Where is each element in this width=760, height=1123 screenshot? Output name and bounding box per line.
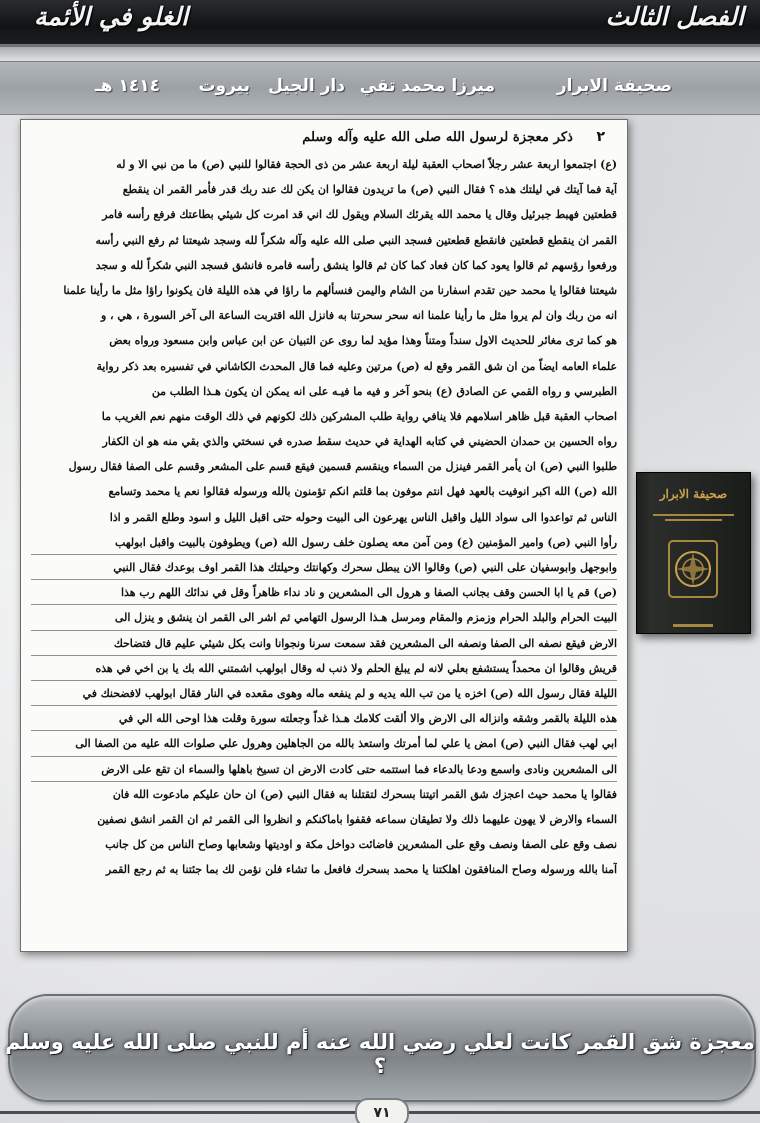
scan-text	[31, 152, 617, 882]
text-line: رأوا النبي (ص) وامير المؤمنين (ع) ومن آمن معه يصلون خلف رسول الله (ص) ويطوفون بالبيت واقبل ابولهب	[31, 530, 617, 555]
text-line: قطعتين فهبط جبرئيل وقال يا محمد الله يقرئك السلام ويقول لك اني قد امرت كل شيئي بطاعتك فرفع رأسه فامر	[102, 208, 617, 222]
text-line: اصحاب العقبة قبل ظاهر اسلامهم فلا ينافي رواية طلب المشركين ذلك لكونهم في ذلك الوقت منهم نعم الغريب ما	[101, 409, 617, 423]
text-line: رواه الحسين بن حمدان الحضيني في كتابه الهداية في حديث سقط صدره في نسختي والذي بقي منه هو ان الكفار	[102, 435, 617, 449]
text-line: ورفعوا رؤسهم ثم قالوا يعود كما كان فعاد كما كان ثم قالوا ينشق رأسه فامره فانشق فسجد النبي شكراً لله و سجد	[95, 258, 617, 272]
text-line: الارض فيقع نصفه الى الصفا ونصفه الى المشعرين فقد سمعت سرنا ونجوانا وانت بكل شيئي عليم قال فتضاحك	[31, 631, 617, 656]
text-line: الليلة فقال رسول الله (ص) اخزه يا من تب الله يديه و لم ينفعه ماله وهوى مقعده في النار فقال ابولهب لافضحنك في	[31, 681, 617, 706]
text-line: الى المشعرين ونادى واسمع ودعا بالدعاء فما استتمه حتى كادت الارض ان تسيخ باهلها والسماء ان تقع على الارض	[31, 757, 617, 782]
scan-page-number: ٢	[596, 129, 605, 145]
text-line: علماء العامه ايضاً من ان شق القمر وقع له (ص) مرتين وعليه فما قال المحدث الكاشاني في تفسيره بعد ذكر رواية	[96, 359, 617, 373]
citation-source: صحيفة الابرار	[556, 76, 672, 96]
citation-publisher: دار الجيل	[268, 76, 345, 96]
text-line: هو كما ترى مغائر للحديث الاول سنداً ومتناً وهذا مؤيد لما روى عن التبيان عن ابن عباس وابن مسعود ورواه بعض	[109, 334, 617, 348]
book-cover-image	[636, 472, 751, 634]
text-line: شيعتنا فقالوا يا محمد حين تقدم اسفارنا من الشام واليمن فنسألهم ما راؤا في هذه الليلة فان يكونوا راؤا مثل ما رأينا علمنا	[63, 283, 617, 297]
text-line: نصف وقع على الصفا ونصف وقع على المشعرين فاضائت دواخل مكة و اوديتها وشعابها وصاح الناس من كل جانب	[105, 838, 617, 852]
text-line: وابوجهل وابوسفيان على النبي (ص) وقالوا الان يبطل سحرك وكهانتك وحيلتك هذا القمر اوف بوعدك فقال النبي	[31, 555, 617, 580]
book-cover-title: صحيفة الابرار	[659, 487, 728, 501]
text-line: قريش وقالوا ان محمداً يستشفع بعلي لانه لم يبلغ الحلم ولا ذنب له وقال ابولهب اشمتني الله بك يا بن اخي في هذه	[31, 656, 617, 681]
citation-bar	[0, 61, 760, 115]
text-line: الناس ثم تواعدوا الى سواد الليل واقبل الناس يهرعون الى البيت وحوله حتى اقبل الليل و اسود وطلع القمر و اذا	[109, 510, 617, 524]
text-line: الطبرسي و رواه القمي عن الصادق (ع) بنحو آخر و فيه ما فيـه على انه يمكن ان يكون هـذا الطلب من	[151, 384, 617, 398]
book-cover-footer-ornament	[673, 624, 713, 627]
text-line: فقالوا يا محمد حيث اعجزك شق القمر اتيتنا بسحرك لتقتلنا به فقال النبي (ص) ان حان عليكم مادعوت الله فان	[112, 787, 617, 801]
text-line: انه من ربك وان لم يروا مثل ما رأينا علمنا انه سحر سحرتنا به فانزل الله اقتربت الساعة الى آخر السورة ، هي ، و	[100, 309, 617, 323]
text-line: القمر ان ينقطع قطعتين فانقطع قطعتين فسجد النبي صلى الله عليه وآله شكراً لله وسجد شيعتنا ثم رفع النبي رأسه	[95, 233, 617, 247]
text-line: البيت الحرام والبلد الحرام وزمزم والمقام ومرسل هـذا الرسول التهامي ثم اشر الى القمر ان ينشق و ينزل الى	[31, 605, 617, 630]
header-divider	[0, 47, 760, 61]
text-line: آمنا بالله ورسوله وصاح المنافقون اهلكتنا يا محمد بسحرك فافعل ما تشاء فلن نؤمن لك بما جئتنا به ثم رجع القمر	[105, 863, 617, 877]
text-line: الله (ص) الله اكبر انوفيت بالعهد فهل انتم موفون بما قلتم انكم تؤمنون بالله ورسوله فقالوا نعم يا محمد وتسامع	[108, 485, 617, 499]
citation-author: ميرزا محمد تقي	[359, 76, 495, 96]
header-bar	[0, 0, 760, 47]
scanned-page	[20, 119, 628, 952]
question-text: معجزة شق القمر كانت لعلي رضي الله عنه أم للنبي صلى الله عليه وسلم ؟	[5, 1030, 755, 1078]
text-line: آية فما آيتك في ليلتك هذه ؟ فقال النبي (ص) ما تريدون فقالوا ان يكن لك عند ربك قدر فأمر القمر ان ينقطع	[122, 183, 617, 197]
citation-city: بيروت	[198, 76, 250, 96]
text-line: (ص) قم يا ابا الحسن وقف بجانب الصفا و هرول الى المشعرين و ناد نداء ظاهراً وقل في ندائك اللهم رب هذا	[31, 580, 617, 605]
text-line: (ع) اجتمعوا اربعة عشر رجلاً اصحاب العقبة ليلة اربعة عشر من ذى الحجة فقالوا للنبي (ص) ما من نبي الا و له	[116, 158, 617, 171]
scan-header	[35, 128, 613, 150]
text-line: طلبوا النبي (ص) ان يأمر القمر فينزل من السماء وينقسم قسمين فيقع قسم على المشعر وقسم على الصفا فقال رسول	[68, 460, 617, 474]
citation-year: ١٤١٤ هـ	[94, 76, 160, 96]
book-cover-ornament	[647, 511, 740, 527]
book-cover-emblem	[667, 539, 719, 599]
book-title: الغلو في الأئمة	[34, 2, 189, 31]
text-line: السماء والارض لا يهون عليهما ذلك ولا تطيقان سماعه فقفوا باماكنكم و انظروا الى القمر ثم ان القمر انشق نصفين	[97, 812, 617, 826]
text-line: ابي لهب فقال النبي (ص) امض يا علي لما أمرتك واستعذ بالله من الجاهلين وهرول علي صلوات الله عليه من الصفا الى	[31, 731, 617, 756]
text-line: هذه الليلة بالقمر وشقه وانزاله الى الارض والا ألقت كلامك هـذا غداً وجعلته سورة وقلت هذا اوحى الله الي في	[31, 706, 617, 731]
page-number-badge: ٧١	[355, 1098, 409, 1123]
chapter-title: الفصل الثالث	[605, 2, 744, 31]
scan-title: ذكر معجزة لرسول الله صلى الله عليه وآله وسلم	[302, 130, 573, 145]
